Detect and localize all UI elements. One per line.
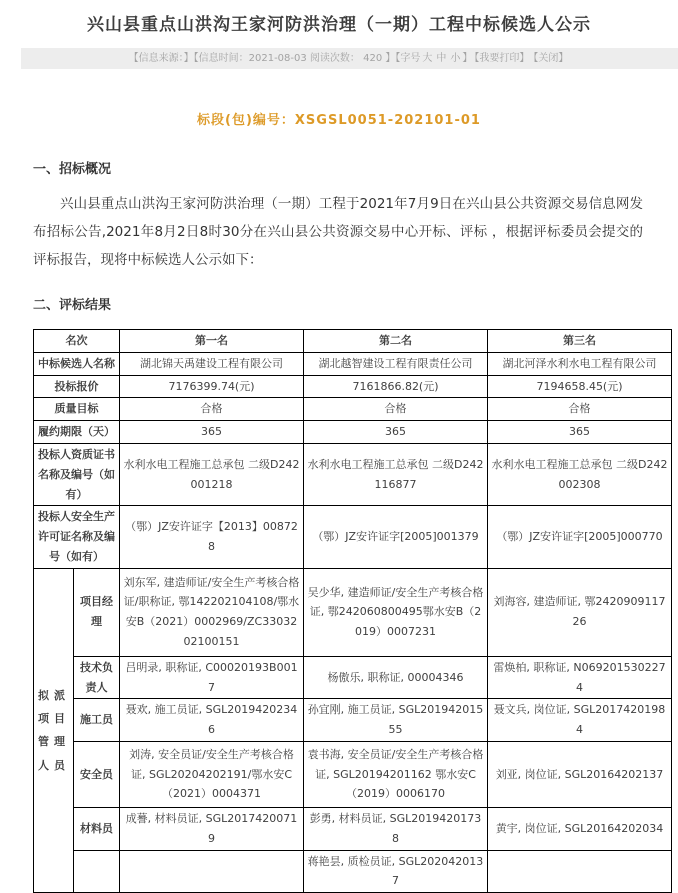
- group-label-project-staff: 拟派项目管理人员: [34, 568, 74, 892]
- row-label-constructor: 施工员: [74, 699, 120, 742]
- table-row: [34, 443, 672, 505]
- table-cell: [488, 850, 672, 893]
- table-cell: 7161866.82(元): [304, 375, 488, 398]
- row-label-project-manager: 项目经理: [74, 568, 120, 656]
- row-label-quality-target: 质量目标: [34, 398, 120, 421]
- table-cell: 聂欢, 施工员证, SGL20194202346: [120, 699, 304, 742]
- close-link[interactable]: 【关闭】: [533, 53, 569, 64]
- overview-paragraph: 兴山县重点山洪沟王家河防洪治理（一期）工程于2021年7月9日在兴山县公共资源交易信息网发布招标公告,2021年8月2日8时30分在兴山县公共资源交易中心开标、评标 ，根据评标委员会提交的评标报告，现将中标候选人公示如下：: [33, 196, 643, 268]
- table-cell: （鄂）JZ安许证字【2013】008728: [120, 506, 304, 568]
- table-cell: 湖北锦天禹建设工程有限公司: [120, 352, 304, 375]
- table-cell: 水利水电工程施工总承包 二级D242116877: [304, 443, 488, 505]
- font-size-label: 【字号: [395, 53, 421, 64]
- main-content: [33, 158, 668, 893]
- table-cell: 湖北河泽水利水电工程有限公司: [488, 352, 672, 375]
- table-row: [34, 850, 672, 893]
- table-cell: 水利水电工程施工总承包 二级D242002308: [488, 443, 672, 505]
- table-row: [34, 699, 672, 742]
- table-cell: [120, 850, 304, 893]
- table-cell: 刘涛, 安全员证/安全生产考核合格证, SGL20204202191/鄂水安C（2021）0004371: [120, 741, 304, 807]
- table-cell: 7176399.74(元): [120, 375, 304, 398]
- print-link[interactable]: 【我要打印】: [474, 53, 530, 64]
- table-cell: 刘海容, 建造师证, 鄂242090911726: [488, 568, 672, 656]
- meta-source: 【信息来源：】: [128, 53, 194, 64]
- table-cell: 合格: [488, 398, 672, 421]
- table-cell: 刘东军, 建造师证/安全生产考核合格证/职称证, 鄂142202104108/鄂水安B（2021）0002969/ZC3303202100151: [120, 568, 304, 656]
- second-place-header: 第二名: [304, 330, 488, 353]
- table-cell: 彭勇, 材料员证, SGL20194201738: [304, 807, 488, 850]
- table-cell: （鄂）JZ安许证字[2005]000770: [488, 506, 672, 568]
- table-cell: 365: [120, 421, 304, 444]
- section-heading-overview: 一、招标概况: [33, 162, 112, 177]
- row-label-safety-license: 投标人安全生产许可证名称及编号（如有）: [34, 506, 120, 568]
- table-row: [34, 398, 672, 421]
- table-row: [34, 807, 672, 850]
- row-label-bid-price: 投标报价: [34, 375, 120, 398]
- results-table: [33, 329, 672, 893]
- table-cell: 吕明录, 职称证, C00020193B0017: [120, 656, 304, 699]
- row-label-clipped: [74, 850, 120, 893]
- row-label-qualification-cert: 投标人资质证书名称及编号（如有）: [34, 443, 120, 505]
- table-row: [34, 656, 672, 699]
- font-size-label-close: 】: [462, 53, 473, 64]
- table-row: [34, 375, 672, 398]
- table-cell: 7194658.45(元): [488, 375, 672, 398]
- table-cell: 合格: [120, 398, 304, 421]
- table-row: [34, 741, 672, 807]
- table-row: [34, 506, 672, 568]
- table-cell: 合格: [304, 398, 488, 421]
- section-heading-results: 二、评标结果: [33, 298, 112, 313]
- first-place-header: 第一名: [120, 330, 304, 353]
- table-cell: 雷焕柏, 职称证, N0692015302274: [488, 656, 672, 699]
- table-cell: 孙宜刚, 施工员证, SGL20194201555: [304, 699, 488, 742]
- table-cell: 水利水电工程施工总承包 二级D242001218: [120, 443, 304, 505]
- table-row: [34, 421, 672, 444]
- table-cell: （鄂）JZ安许证字[2005]001379: [304, 506, 488, 568]
- bid-package-code: 标段(包)编号：XSGSL0051-202101-01: [197, 113, 481, 128]
- table-cell: 蒋艳昙, 质检员证, SGL2020420137: [304, 850, 488, 893]
- table-cell: 刘亚, 岗位证, SGL20164202137: [488, 741, 672, 807]
- table-cell: 黄宇, 岗位证, SGL20164202034: [488, 807, 672, 850]
- rank-header: 名次: [34, 330, 120, 353]
- table-cell: 聂文兵, 岗位证, SGL20174201984: [488, 699, 672, 742]
- page-title: 兴山县重点山洪沟王家河防洪治理（一期）工程中标候选人公示: [87, 15, 591, 35]
- table-cell: 成謩, 材料员证, SGL20174200719: [120, 807, 304, 850]
- font-small-link[interactable]: 小: [450, 53, 461, 64]
- row-label-candidate-name: 中标候选人名称: [34, 352, 120, 375]
- row-label-material-officer: 材料员: [74, 807, 120, 850]
- table-cell: 湖北越智建设工程有限责任公司: [304, 352, 488, 375]
- table-cell: 袁书海, 安全员证/安全生产考核合格证, SGL20194201162 鄂水安C（2019）0006170: [304, 741, 488, 807]
- row-label-safety-officer: 安全员: [74, 741, 120, 807]
- font-large-link[interactable]: 大: [422, 53, 433, 64]
- meta-bar: [21, 48, 678, 69]
- table-cell: 365: [488, 421, 672, 444]
- table-row: [34, 352, 672, 375]
- table-cell: 365: [304, 421, 488, 444]
- table-row: [34, 568, 672, 656]
- table-cell: 杨傲乐, 职称证, 00004346: [304, 656, 488, 699]
- row-label-tech-lead: 技术负责人: [74, 656, 120, 699]
- font-medium-link[interactable]: 中: [436, 53, 447, 64]
- third-place-header: 第三名: [488, 330, 672, 353]
- meta-time: 【信息时间：2021-08-03 阅读次数： 420 】: [193, 53, 396, 64]
- table-cell: 吴少华, 建造师证/安全生产考核合格证, 鄂242060800495鄂水安B（2019）0007231: [304, 568, 488, 656]
- row-label-duration: 履约期限（天）: [34, 421, 120, 444]
